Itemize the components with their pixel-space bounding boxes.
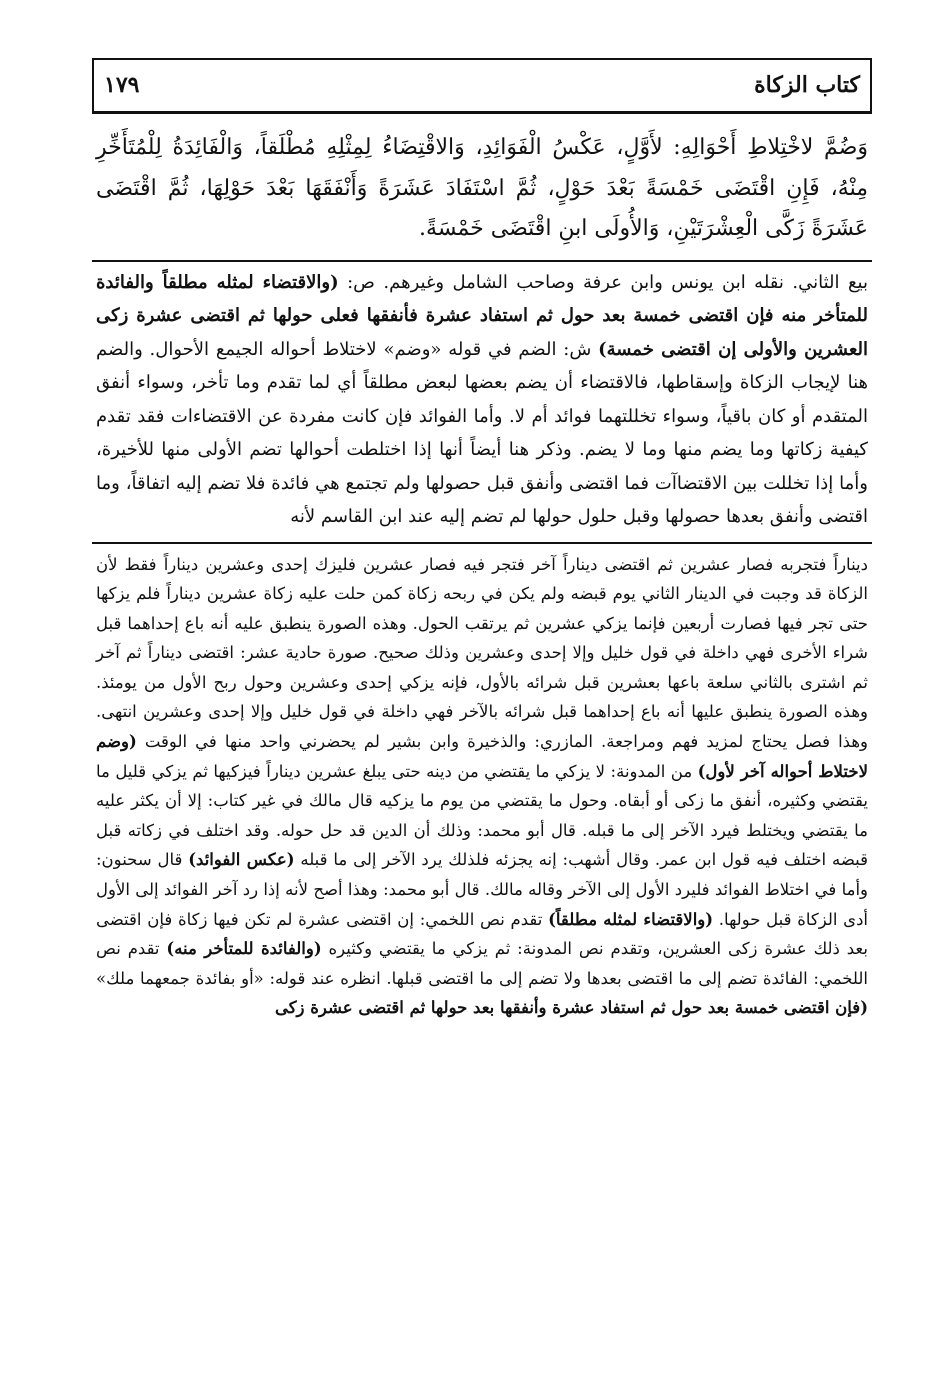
separator-line xyxy=(92,542,872,544)
commentary-quoted-matn: (والاقتضاء لمثله مطلقاً والفائدة للمتأخر منه فإن اقتضى خمسة بعد حول ثم استفاد عشرة فأنفقها فعلى حولها ثم اقتضى عشرة زكى العشرين والأولى إن اقتضى خمسة) xyxy=(96,271,869,360)
notes-quoted-matn: (فإن اقتضى خمسة بعد حول ثم استفاد عشرة وأنفقها بعد حولها ثم اقتضى عشرة زكى xyxy=(274,998,868,1018)
matn-text: وَضُمَّ لاخْتِلاطِ أَحْوَالِهِ: لأَوَّلٍ، عَكْسُ الْفَوَائِدِ، وَالاقْتِضَاءُ لِمِثْلِهِ مُطْلَقاً، وَالْفَائِدَةُ لِلْمُتَأَخِّرِ مِنْهُ، فَإِنِ اقْتَضَى خَمْسَةً بَعْدَ حَوْلٍ، ثُمَّ اسْتَفَادَ عَشَرَةً وَأَنْفَقَهَا بَعْدَ حَوْلِهَا، ثُمَّ اقْتَضَى عَشَرَةً زَكَّى الْعِشْرَتَيْنِ، وَالأُولَى ابنِ اقْتَضَى خَمْسَةً. xyxy=(96,135,868,241)
commentary-text xyxy=(92,266,872,534)
notes-segment: تقدم نص اللخمي: إن اقتضى عشرة لم تكن فيها زكاة فإن اقتضى بعد ذلك عشرة زكى العشرين، وتقدم نص المدونة: ثم يزكي ما يقتضي وكثيره xyxy=(96,909,868,959)
commentary-segment: ش: الضم في قوله «وضم» لاختلاط أحواله الجيمع الأحوال. والضم هنا لإيجاب الزكاة وإسقاطها، فالاقتضاء أن يضم بعضها لبعض مطلقاً أي لما تقدم وما تأخر، وسواء أنفق المتقدم أو كان باقياً، وسواء تخللتهما فوائد أم لا. وأما الفوائد فإن كانت مفردة عن الاقتضاءات فقد تقدم كيفية زكاتها وما يضم منها وما لا يضم. وذكر هنا أيضاً أنها إذا اختلطت أحوالها تضم الأولى منها للأخيرة، وأما إذا تخللت بين الاقتضاآت فما اقتضى وأنفق قبل حصولها ولم تجتمع هي فائدة فلا تضم إليه اتفاقاً، وما اقتضى وأنفق بعدها حصولها وقبل حلول حولها لم تضم إليه عند ابن القاسم لأنه xyxy=(96,338,868,527)
page-header xyxy=(92,58,872,114)
notes-quoted-matn: (عكس الفوائد) xyxy=(188,850,295,870)
separator-line xyxy=(92,260,872,262)
notes-text xyxy=(92,550,872,1024)
page xyxy=(92,58,872,1023)
commentary-segment: بيع الثاني. نقله ابن يونس وابن عرفة وصاحب الشامل وغيرهم. ص: xyxy=(338,271,868,293)
notes-segment: من المدونة: لا يزكي ما يقتضي من دينه حتى يبلغ عشرين ديناراً فيزكيها ثم يزكي قليل ما يقتضي وكثيره، أنفق ما زكى أو أبقاه. وحول ما يقتضي من يوم ما يزكيه قال مالك في غير كتاب: إلا أن يكثر عليه ما يقتضي ويختلط فيرد الآخر إلى ما قبله. قال أبو محمد: وذلك أن الدين قد حل حوله. وقد اختلف في زكاته قبل قبضه اختلف فيه قول ابن عمر. وقال أشهب: إنه يجزئه فلذلك يرد الآخر إلى ما قبله xyxy=(96,761,868,870)
notes-segment: تقدم نص اللخمي: الفائدة تضم إلى ما اقتضى بعدها ولا تضم إلى ما اقتضى قبلها. انظره عند قوله: «أو بفائدة جمعهما ملك» xyxy=(96,939,868,988)
notes-quoted-matn: (والاقتضاء لمثله مطلقاً) xyxy=(548,909,714,929)
notes-quoted-matn: (وضم لاختلاط أحواله آخر لأول) xyxy=(96,732,868,781)
chapter-title: كتاب الزكاة xyxy=(754,72,860,98)
page-number: ١٧٩ xyxy=(104,72,140,98)
notes-segment: قال سحنون: وأما في اختلاط الفوائد فليرد الأول إلى الآخر وقاله مالك. قال أبو محمد: وهذا أصح لأنه إذا رد آخر الفوائد إلى الأول أدى الزكاة قبل حولها. xyxy=(96,850,869,929)
notes-segment: ديناراً فتجربه فصار عشرين ثم اقتضى ديناراً آخر فتجر فيه فصار عشرين فليزك إحدى وعشرين ديناراً فقط لأن الزكاة قد وجبت في الدينار الثاني يوم قبضه ولم يكن في ربحه زكاة كمن حلت عليه زكاة عشرين ديناراً فلم يزكها حتى تجر فيها فصارت أربعين فإنما يزكي عشرين ثم يرتقب الحول. وهذه الصورة ينطبق عليه أنه باع إحداهما قبل شراء الأخرى فهي داخلة في قول خليل وإلا إحدى وعشرين وذلك صحيح. صورة حادية عشر: اقتضى ديناراً ثم آخر ثم اشترى بالثاني سلعة باعها بعشرين قبل شرائه بالأول، فإنه يزكي إحدى وعشرين وحول ربح الأول من يومئذ. وهذه الصورة ينطبق عليها أنه باع إحداهما قبل شرائه بالآخر فهي داخلة في قول خليل وإلا إحدى وعشرين انتهى. وهذا فصل يحتاج لمزيد فهم ومراجعة. المازري: والذخيرة وابن بشير لم يحضرني واحد منها في الوقت xyxy=(96,554,868,752)
notes-quoted-matn: (والفائدة للمتأخر منه) xyxy=(166,939,322,959)
